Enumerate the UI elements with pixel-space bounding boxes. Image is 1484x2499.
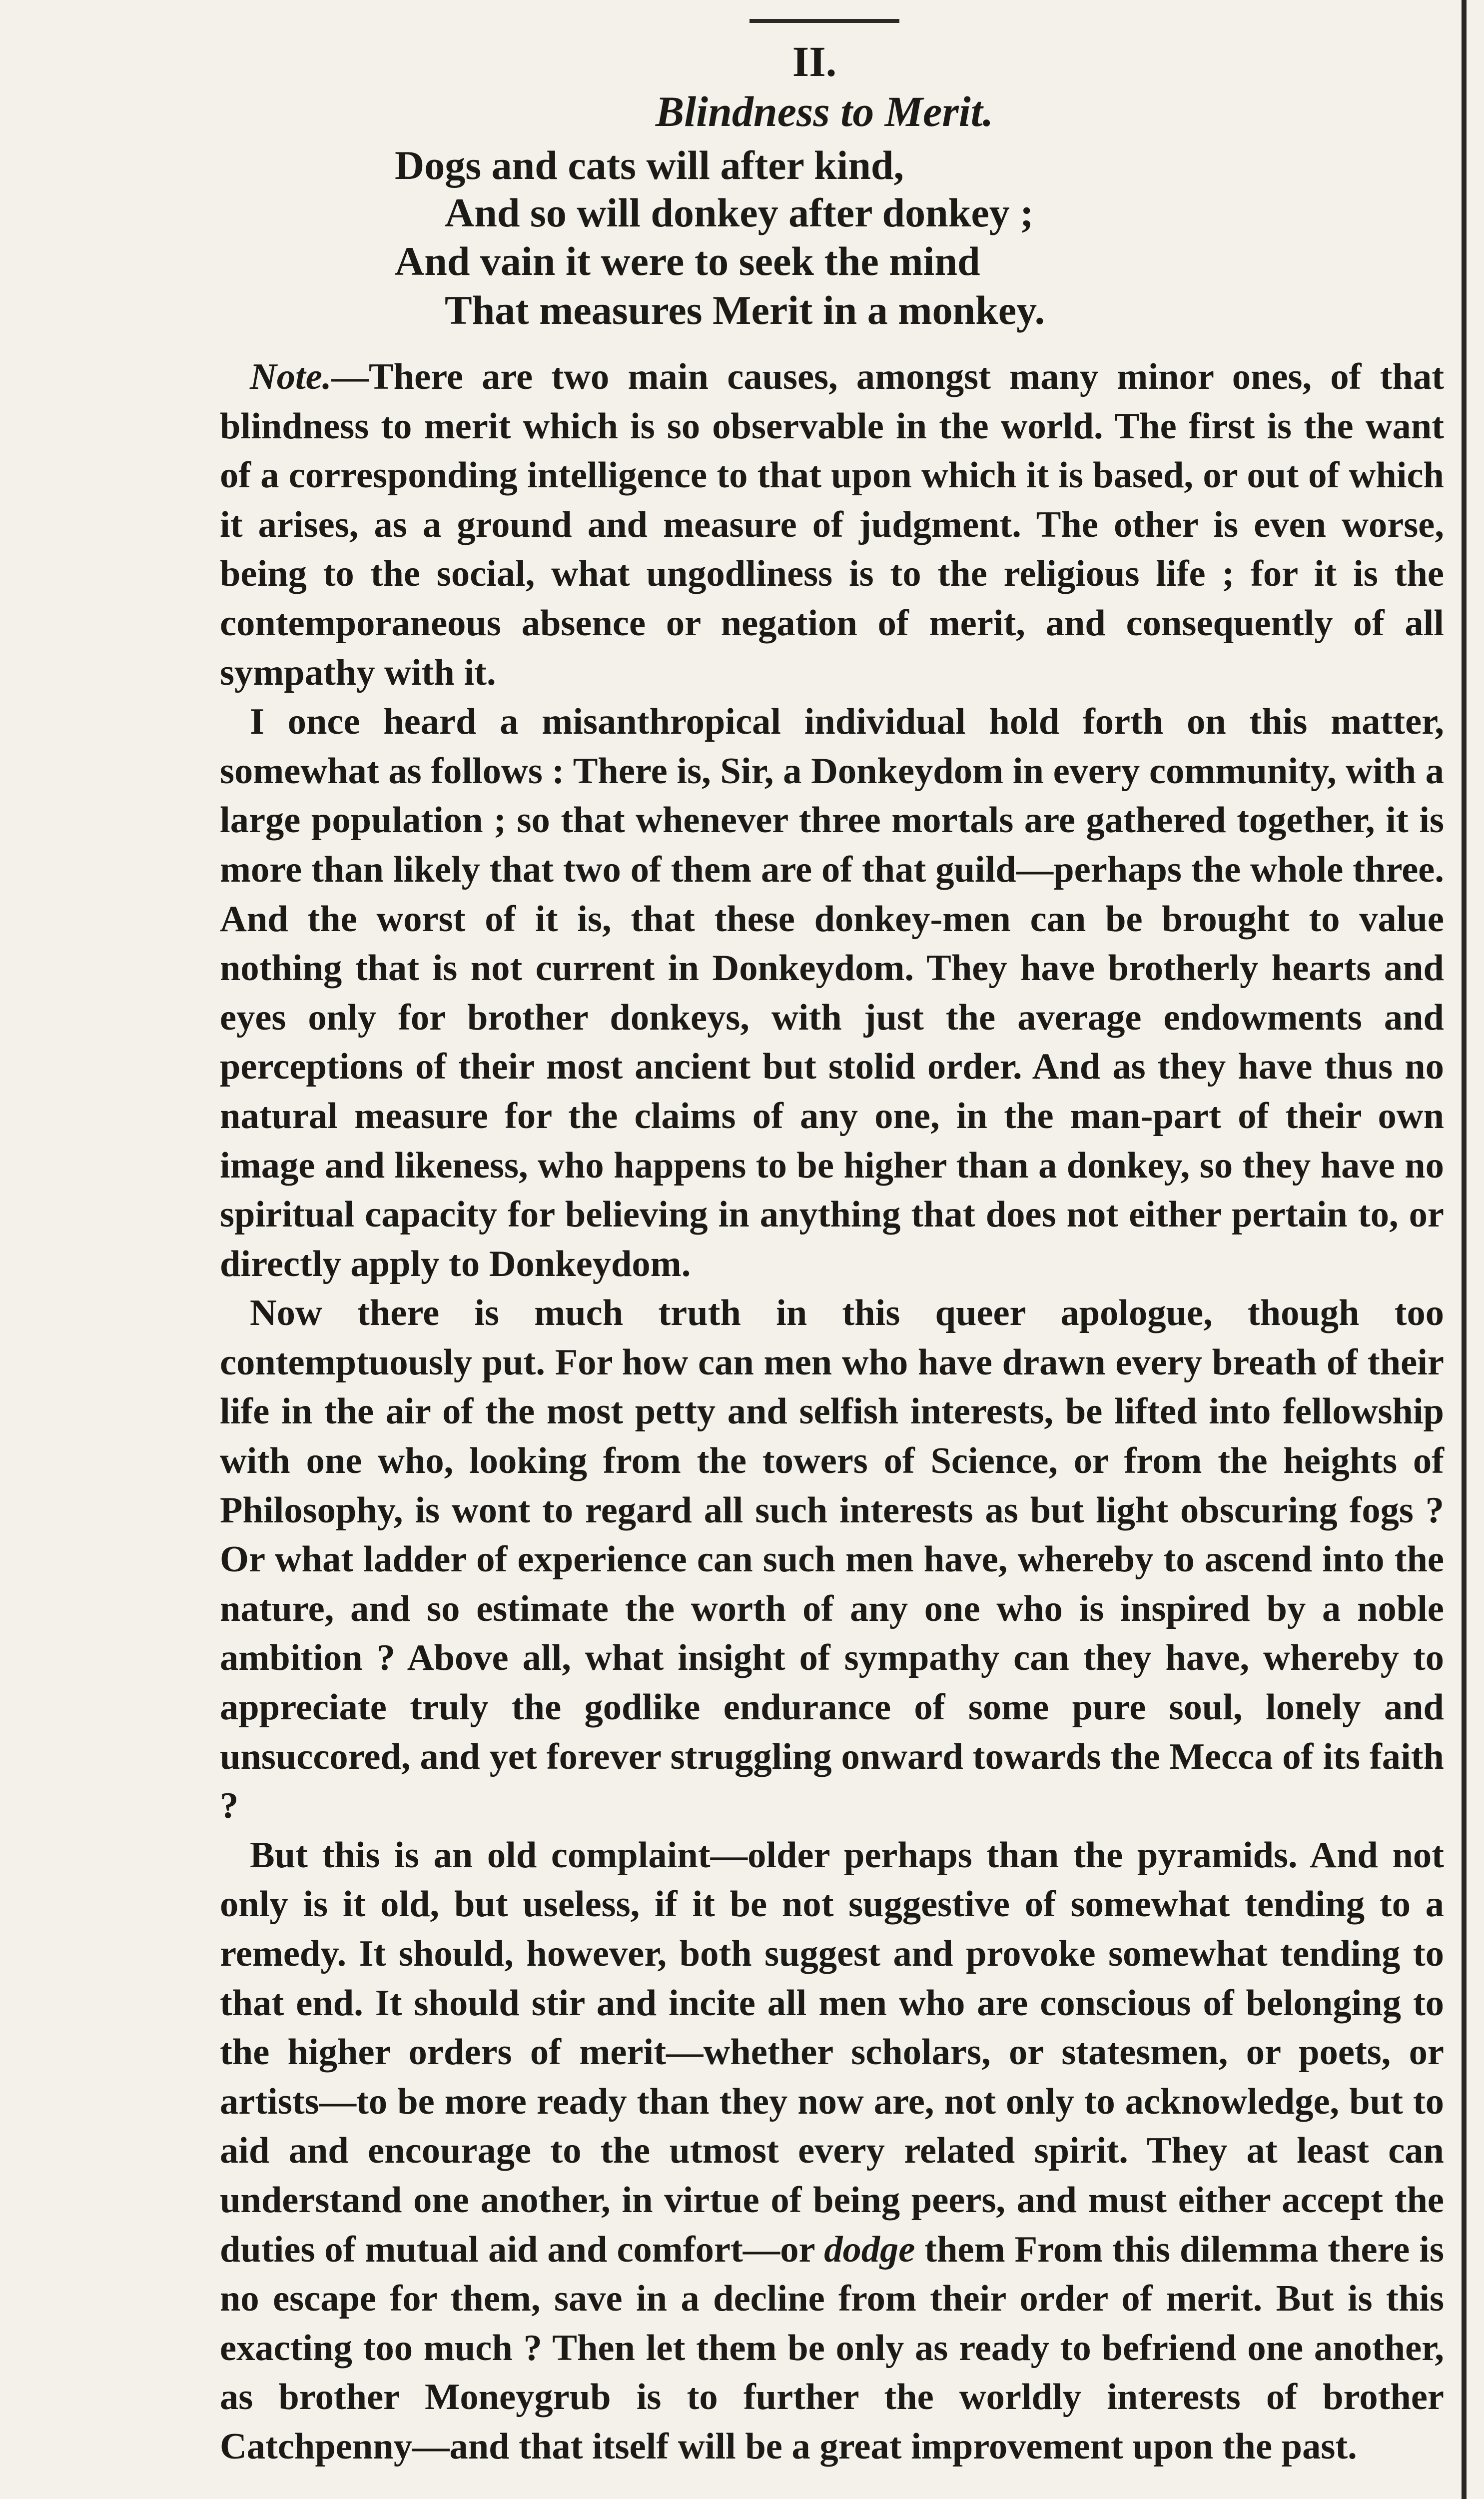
column-divider-rule [1462, 0, 1467, 2499]
paragraph-3: Now there is much truth in this queer apologue, though too contemptuously put. For how can men who have drawn every breath of their life in the air of the most petty and selfish interests, be lifted into fellowship with one who, looking from the towers of Science, or from the heights of Philosophy, is wont to regard all such interests as but light obscuring fogs ? Or what ladder of experience can such men have, whereby to ascend into the nature, and so estimate the worth of any one who is inspired by a noble ambition ? Above all, what insight of sympathy can they have, whereby to appreciate truly the godlike endurance of some pure soul, lonely and unsuccored, and yet forever struggling onward towards the Mecca of its faith ? [220, 1292, 1444, 1827]
paragraph-note [220, 352, 1444, 697]
paragraph-4-emphasis: dodge [824, 2229, 915, 2270]
note-lead: Note. [250, 356, 332, 397]
paragraph-4-text-a: But this is an old complaint—older perhaps than the pyramids. And not only is it old, but useless, if it be not suggestive of somewhat tending to a remedy. It should, however, both suggest and provoke somewhat tending to that end. It should stir and incite all men who are conscious of belonging to the higher orders of merit—whether scholars, or statesmen, or poets, or artists—to be more ready than they now are, not only to acknowledge, but to aid and encourage to the utmost every related spirit. They at least can understand one another, in virtue of being peers, and must either accept the duties of mutual aid and comfort—or [220, 1834, 1444, 2270]
paragraph-4 [220, 1831, 1444, 2472]
verse-line-2: And so will donkey after donkey ; [445, 190, 1034, 235]
top-divider-rule [749, 19, 899, 23]
verse-line-3: And vain it were to seek the mind [395, 238, 980, 284]
verse-line-4: That measures Merit in a monkey. [445, 287, 1045, 333]
section-numeral: II. [792, 37, 837, 85]
section-title: Blindness to Merit. [655, 87, 994, 135]
paragraph-4-text-b: them From this dilemma there is no escape for them, save in a decline from their order of merit. But is this exacting too much ? Then let them be only as ready to befriend one another, as brother Moneygrub is to further the worldly interests of brother Catchpenny—and that itself will be a great improvement upon the past. [220, 2229, 1444, 2467]
paragraph-2: I once heard a misanthropical individual hold forth on this matter, somewhat as follows : There is, Sir, a Donkeydom in every community, with a large population ; so that whenever three mortals are gathered together, it is more than likely that two of them are of that guild—perhaps the whole three. And the worst of it is, that these donkey-men can be brought to value nothing that is not current in Donkeydom. They have brotherly hearts and eyes only for brother donkeys, with just the average endowments and perceptions of their most ancient but stolid order. And as they have thus no natural measure for the claims of any one, in the man-part of their own image and likeness, who happens to be higher than a donkey, so they have no spiritual capacity for believing in anything that does not either pertain to, or directly apply to Donkeydom. [220, 701, 1444, 1284]
paragraph-1-text: —There are two main causes, amongst many minor ones, of that blindness to merit which is so observable in the world. The first is the want of a corresponding intelligence to that upon which it is based, or out of which it arises, as a ground and measure of judgment. The other is even worse, being to the social, what ungodliness is to the religious life ; for it is the contemporaneous absence or negation of merit, and consequently of all sympathy with it. [220, 356, 1444, 693]
article-body [220, 352, 1444, 2472]
verse-line-1: Dogs and cats will after kind, [395, 142, 904, 188]
